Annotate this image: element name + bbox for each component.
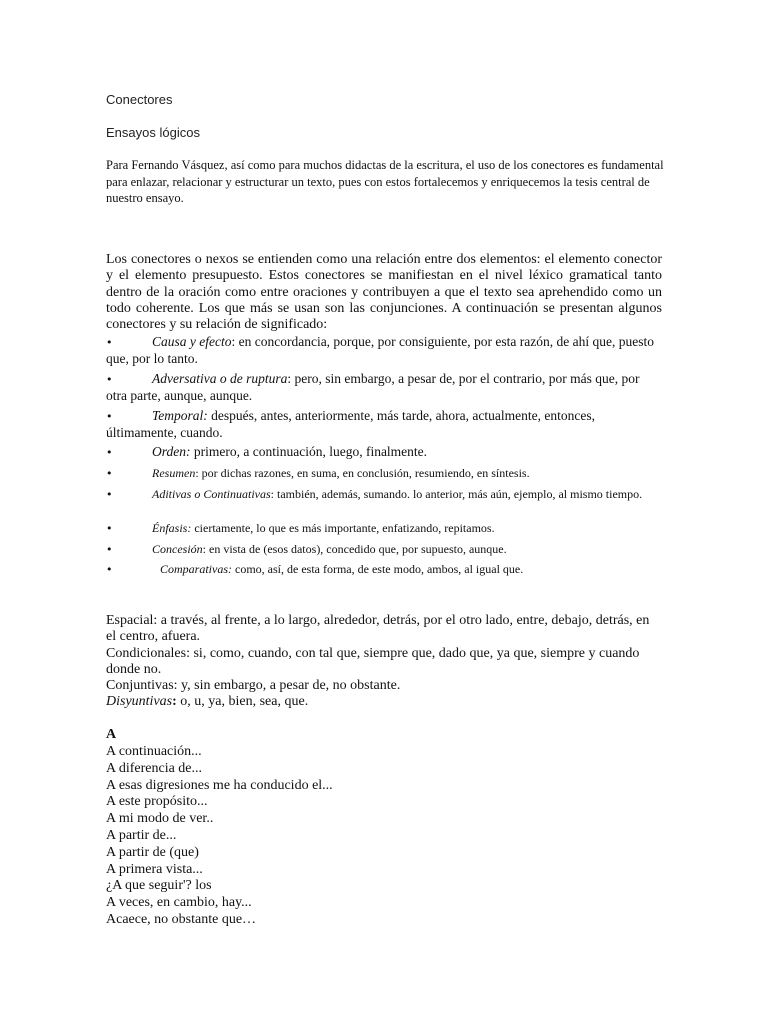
bullet-icon: • <box>106 336 113 349</box>
bullet-term: Comparativas: <box>160 562 232 576</box>
letter-heading: A <box>106 727 117 742</box>
bullet-term: Concesión <box>152 542 203 556</box>
bullet-term: Énfasis: <box>152 521 192 535</box>
bullet-term: Aditivas o Continuativas <box>152 487 271 501</box>
bullet-icon: • <box>106 446 113 459</box>
bullet-icon: • <box>106 410 113 423</box>
bullet-text: como, así, de esta forma, de este modo, ambos, al igual que. <box>232 562 524 576</box>
document-title: Conectores <box>106 92 173 107</box>
bullet-icon: • <box>106 522 113 535</box>
bullet-text: : en vista de (esos datos), concedido que, por supuesto, aunque. <box>202 542 507 556</box>
bullet-text: : pero, sin embargo, a pesar de, por el contrario, por más que, por otra parte, aunque, aunque. <box>106 371 640 404</box>
bullet-term: Temporal: <box>152 408 208 423</box>
bullet-term: Resumen <box>152 466 196 480</box>
bullet-item-orden <box>106 444 662 461</box>
phrase-item: A esas digresiones me ha conducido el... <box>106 777 333 793</box>
disjunctive-line <box>106 694 662 710</box>
main-paragraph: Los conectores o nexos se entienden como una relación entre dos elementos: el elemento conector y el elemento presupuesto. Estos conectores se manifiestan en el nivel léxico gramatical tanto dentro de la oración como entre oraciones y contribuyen a que el texto sea aprehendido como un todo coherente. Los que más se usan son las conjunciones. A continuación se presentan algunos conectores y su relación de significado: <box>106 252 662 333</box>
bullet-text: ciertamente, lo que es más importante, enfatizando, repitamos. <box>191 521 495 535</box>
phrase-item: ¿A que seguir'? los <box>106 878 212 894</box>
bullet-icon: • <box>106 373 113 386</box>
bullet-icon: • <box>106 563 113 576</box>
bullet-term: Adversativa o de ruptura <box>152 371 288 386</box>
conjunctive-line: Conjuntivas: y, sin embargo, a pesar de, no obstante. <box>106 678 401 694</box>
disjunctive-term: Disyuntivas <box>106 694 173 710</box>
phrase-item: A primera vista... <box>106 861 203 877</box>
bullet-item-aditivas <box>106 486 662 503</box>
bullet-text: : también, además, sumando. lo anterior, más aún, ejemplo, al mismo tiempo. <box>270 487 643 501</box>
phrase-item: A veces, en cambio, hay... <box>106 895 252 911</box>
phrase-item: A mi modo de ver.. <box>106 811 214 827</box>
disjunctive-colon: : <box>172 694 177 710</box>
phrase-item: A diferencia de... <box>106 760 203 776</box>
bullet-item-enfasis <box>106 520 662 537</box>
bullet-item-comparativas <box>106 561 662 578</box>
bullet-item-adversativa <box>106 371 662 405</box>
phrase-item: A partir de (que) <box>106 844 199 860</box>
spatial-line: Espacial: a través, al frente, a lo largo, alrededor, detrás, por el otro lado, entre, debajo, detrás, en el centro, afuera. <box>106 613 650 645</box>
bullet-item-causa <box>106 334 662 368</box>
bullet-item-concesion <box>106 541 662 558</box>
bullet-item-temporal <box>106 408 662 442</box>
bullet-term: Causa y efecto <box>152 334 232 349</box>
bullet-text: : por dichas razones, en suma, en conclusión, resumiendo, en síntesis. <box>195 466 530 480</box>
bullet-icon: • <box>106 488 113 501</box>
intro-paragraph: Para Fernando Vásquez, así como para muchos didactas de la escritura, el uso de los conectores es fundamental para enlazar, relacionar y estructurar un texto, pues con estos fortalecemos y enriquecemos la tesis central de nuestro ensayo. <box>106 158 664 205</box>
document-subtitle: Ensayos lógicos <box>106 125 200 140</box>
conditional-line: Condicionales: si, como, cuando, con tal que, siempre que, dado que, ya que, siempre y cuando donde no. <box>106 645 640 677</box>
phrase-item: Acaece, no obstante que… <box>106 911 257 927</box>
disjunctive-text: o, u, ya, bien, sea, que. <box>176 694 309 710</box>
phrase-list <box>106 744 333 929</box>
bullet-item-resumen <box>106 465 662 482</box>
connector-categories <box>106 613 662 711</box>
phrase-item: A partir de... <box>106 827 177 843</box>
bullet-text: después, antes, anteriormente, más tarde, ahora, actualmente, entonces, últimamente, cuando. <box>106 408 595 441</box>
bullet-icon: • <box>106 543 113 556</box>
phrase-item: A este propósito... <box>106 794 208 810</box>
bullet-term: Orden: <box>152 444 191 459</box>
bullet-text: : en concordancia, porque, por consiguiente, por esta razón, de ahí que, puesto que, por lo tanto. <box>106 334 654 367</box>
bullet-icon: • <box>106 467 113 480</box>
bullet-text: primero, a continuación, luego, finalmente. <box>190 444 428 459</box>
phrase-item: A continuación... <box>106 744 202 759</box>
